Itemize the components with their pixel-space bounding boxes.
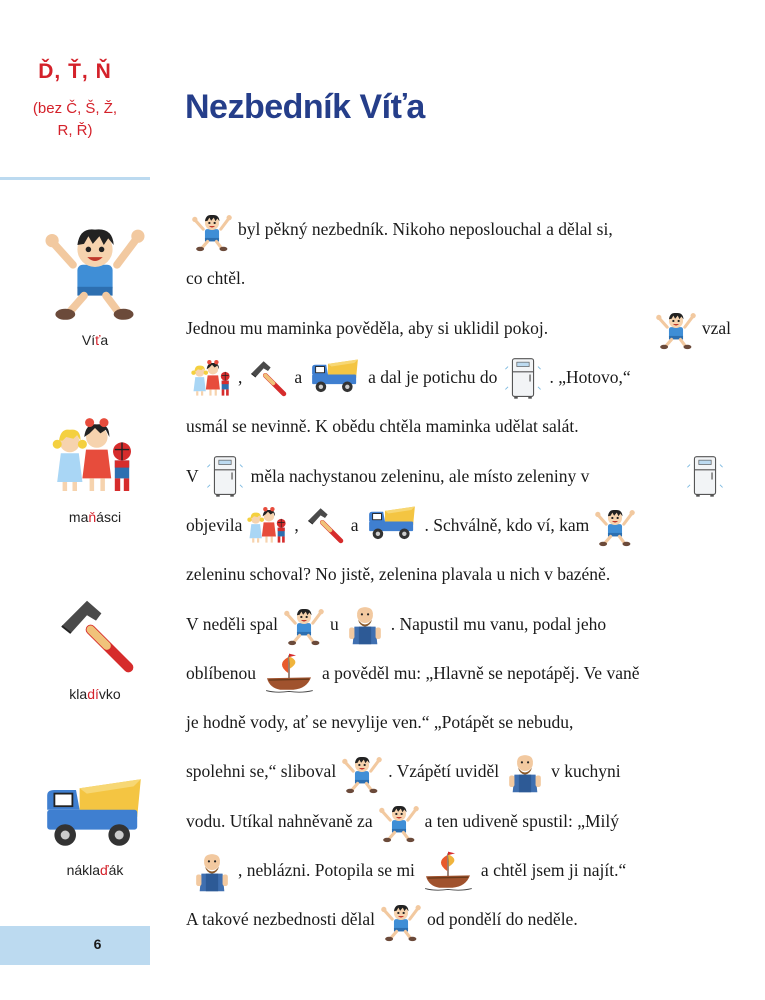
story-line: V neděli spal u . Napustil mu vanu, podal jeho — [186, 599, 731, 648]
ship-icon — [260, 651, 318, 695]
fridge-icon — [501, 356, 545, 400]
kladivko-caption: kladívko — [69, 686, 121, 702]
story-line: co chtěl. — [186, 268, 246, 289]
vita-icon — [190, 208, 234, 252]
story-line: objevila , a . Schválně, kdo ví, kam — [186, 501, 731, 550]
page-number: 6 — [93, 936, 102, 952]
grandpa-icon — [343, 602, 387, 646]
sidebar-divider — [0, 177, 150, 180]
hammer-icon — [246, 356, 290, 400]
letters-heading: Ď, Ť, Ň — [38, 60, 112, 83]
story-line: byl pěkný nezbedník. Nikoho neposlouchal a dělal si, — [186, 205, 731, 254]
story-line: je hodně vody, ať se nevylije ven.“ „Potápět se nebudu, — [186, 712, 574, 733]
puppets-picture-icon — [40, 410, 150, 500]
page-title: Nezbedník Víťa — [185, 88, 425, 126]
story-line: usmál se nevinně. K obědu chtěla maminka udělat salát. — [186, 416, 579, 437]
hammer-picture-icon — [42, 590, 150, 680]
puppets-icon — [246, 503, 290, 547]
story-text — [186, 205, 731, 944]
story-line: , a a dal je potichu do . „Hotovo,“ — [186, 353, 731, 402]
truck-icon — [306, 356, 364, 400]
vita-icon — [377, 799, 421, 843]
puppets-icon — [190, 356, 234, 400]
vita-caption: Víťa — [81, 332, 109, 348]
story-line: vodu. Utíkal nahněvaně za a ten udiveně spustil: „Milý — [186, 797, 731, 846]
grandpa-icon — [190, 849, 234, 893]
vita-icon — [379, 898, 423, 942]
vita-picture-icon — [40, 212, 150, 322]
story-line: oblíbenou a pověděl mu: „Hlavně se nepotápěj. Ve vaně — [186, 649, 731, 698]
vita-icon — [282, 602, 326, 646]
fridge-icon — [683, 454, 727, 498]
ship-icon — [419, 849, 477, 893]
truck-icon — [363, 503, 421, 547]
manasci-caption: maňásci — [68, 509, 122, 525]
nakladak-caption: náklaďák — [66, 862, 124, 878]
vita-icon — [340, 750, 384, 794]
vita-icon — [593, 503, 637, 547]
story-line: , neblázni. Potopila se mi a chtěl jsem ji najít.“ — [186, 846, 731, 895]
story-line: Jednou mu maminka pověděla, aby si uklidil pokoj. vzal — [186, 304, 731, 353]
vita-icon — [654, 306, 698, 350]
hammer-icon — [303, 503, 347, 547]
grandpa-icon — [503, 750, 547, 794]
story-line: A takové nezbednosti dělal od pondělí do neděle. — [186, 895, 731, 944]
fridge-icon — [203, 454, 247, 498]
section-header — [0, 60, 150, 142]
truck-picture-icon — [38, 772, 150, 862]
story-line: spolehni se,“ sliboval . Vzápětí uviděl v kuchyni — [186, 747, 731, 796]
exclusion-note: (bez Č, Š, Ž, R, Ř) — [32, 100, 118, 139]
story-line: zeleninu schoval? No jistě, zelenina plavala u nich v bazéně. — [186, 564, 611, 585]
story-line: V měla nachystanou zeleninu, ale místo zeleniny v — [186, 451, 731, 500]
